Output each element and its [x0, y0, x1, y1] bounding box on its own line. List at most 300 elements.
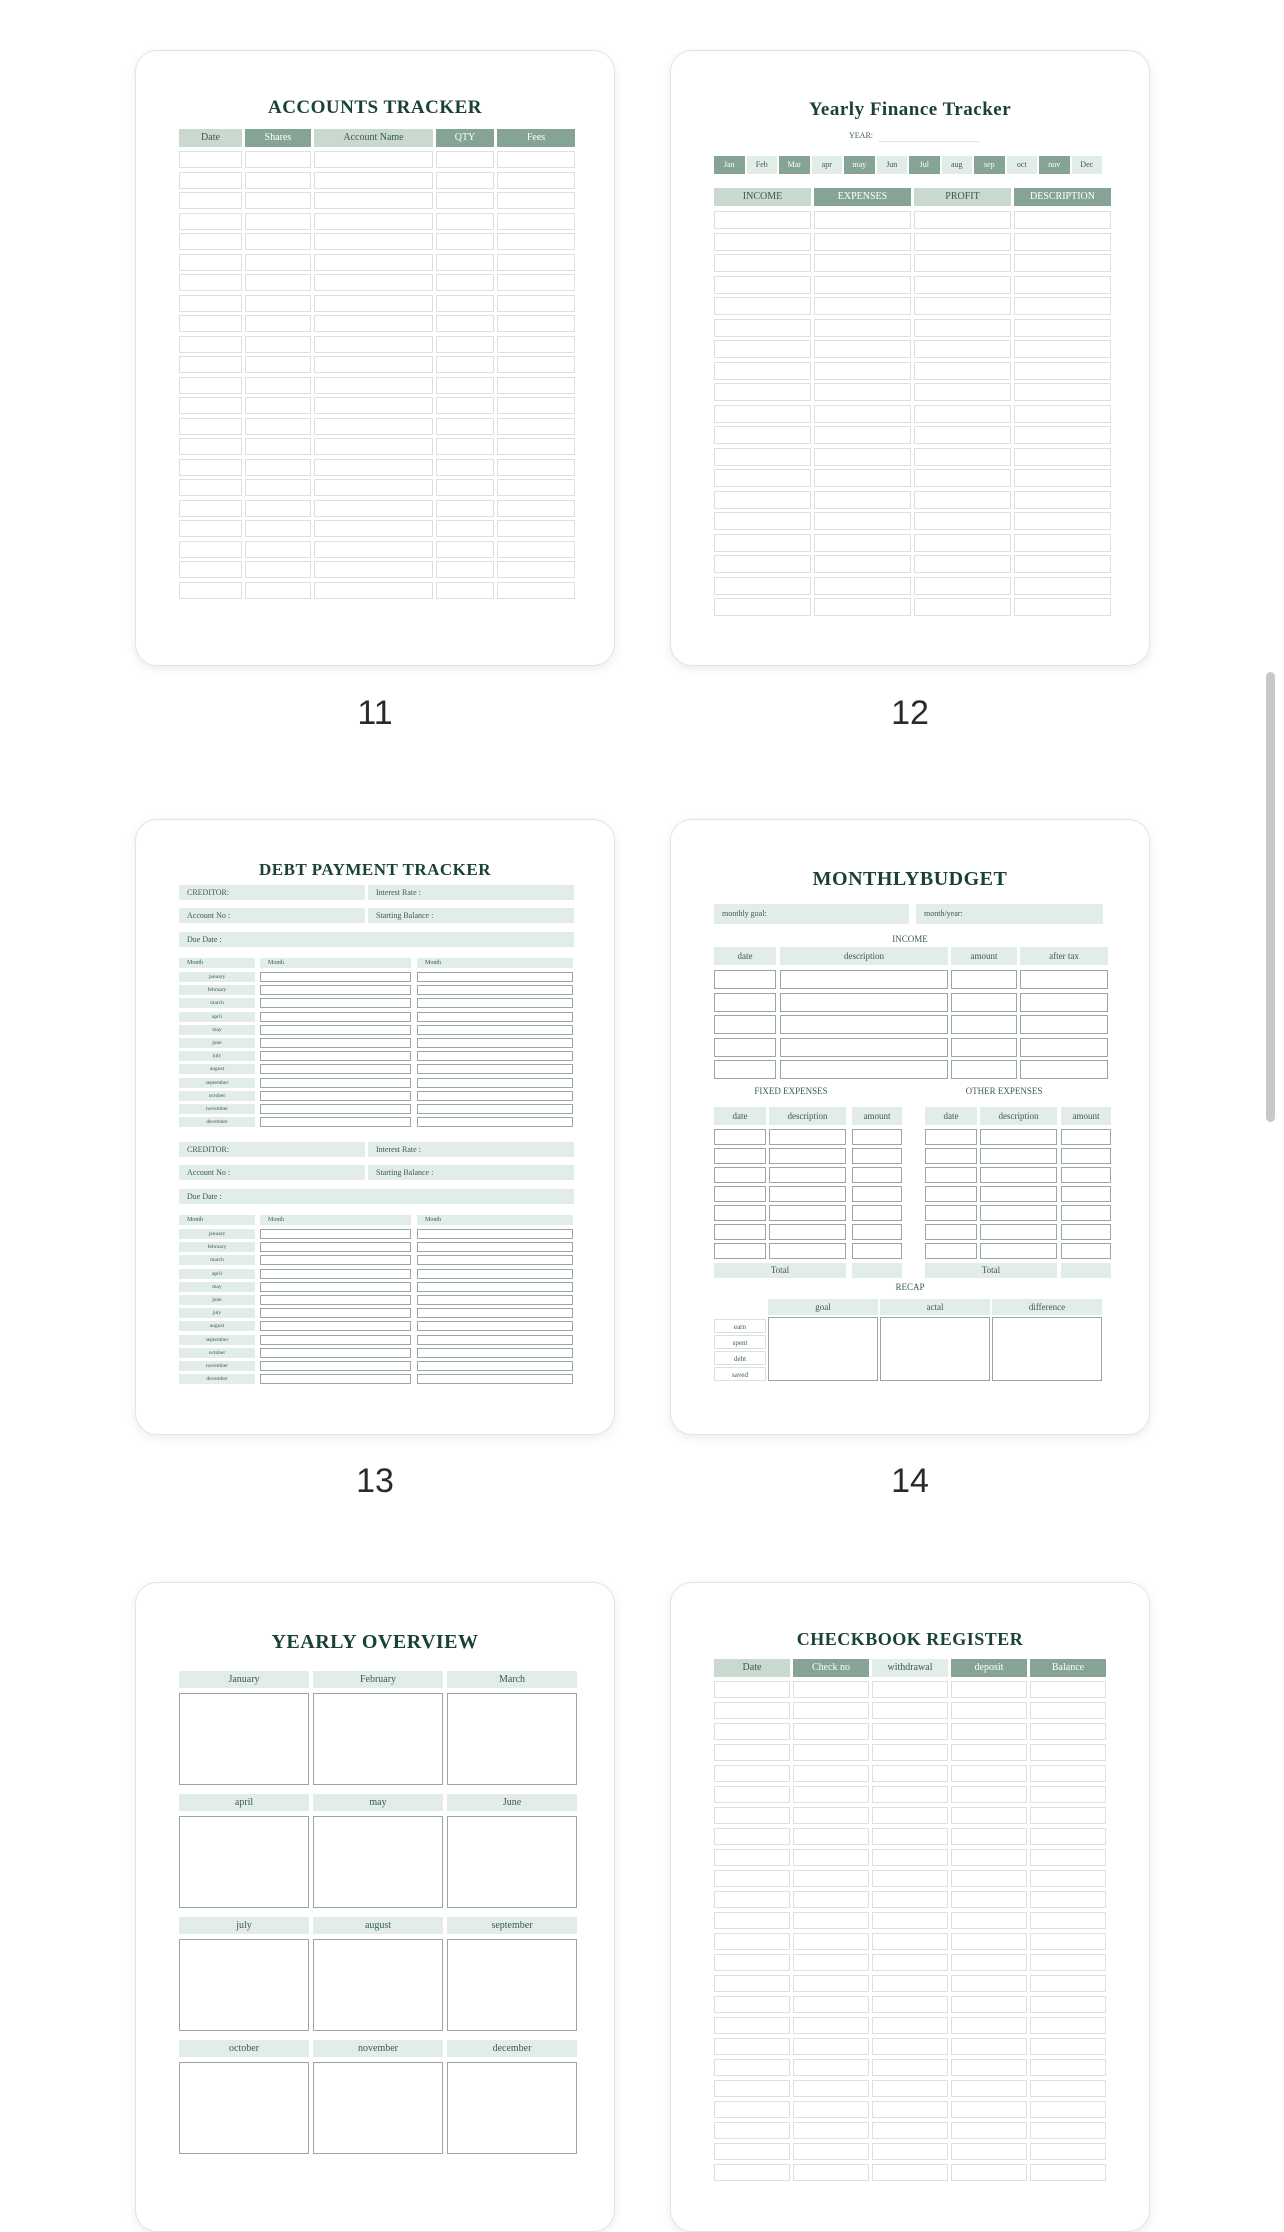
table-cell: [714, 2101, 790, 2118]
table-cell: [951, 2059, 1027, 2076]
table-cell: [314, 418, 433, 435]
table-cell: [793, 1765, 869, 1782]
monthly-goal-field: monthly goal:: [714, 904, 909, 924]
payment-cell: [417, 1242, 573, 1252]
table-row: [179, 172, 575, 189]
table-row: [714, 1975, 1106, 1992]
income-cell: [951, 970, 1017, 989]
table-cell: [872, 2164, 948, 2181]
table-cell: [1014, 598, 1111, 616]
table-cell: [714, 1912, 790, 1929]
table-row: [714, 1933, 1106, 1950]
starting-balance-field: Starting Balance :: [368, 1165, 574, 1180]
payment-cell: [417, 1025, 573, 1035]
column-header: QTY: [436, 129, 494, 147]
expense-cell: [714, 1243, 766, 1259]
table-cell: [714, 1807, 790, 1824]
table-cell: [1030, 2101, 1106, 2118]
month-notes-box: [179, 2062, 309, 2154]
month-tab: oct: [1007, 156, 1038, 174]
month-label: March: [447, 1671, 577, 1688]
table-cell: [714, 1702, 790, 1719]
table-cell: [436, 500, 494, 517]
page-title: ACCOUNTS TRACKER: [267, 97, 483, 118]
table-cell: [793, 2122, 869, 2139]
table-cell: [1014, 534, 1111, 552]
month-label: september: [179, 1078, 255, 1088]
table-cell: [793, 2017, 869, 2034]
table-cell: [951, 2038, 1027, 2055]
payment-cell: [260, 1348, 411, 1358]
table-cell: [951, 1828, 1027, 1845]
payment-cell: [260, 1321, 411, 1331]
table-cell: [814, 491, 911, 509]
column-header: Balance: [1030, 1659, 1106, 1677]
table-cell: [245, 274, 311, 291]
table-cell: [245, 336, 311, 353]
payment-cell: [260, 1117, 411, 1127]
month-column-header: Month: [179, 1215, 255, 1225]
table-cell: [914, 362, 1011, 380]
month-label: february: [179, 1242, 255, 1252]
page-thumbnail-14[interactable]: [670, 819, 1150, 1435]
payment-cell: [260, 1361, 411, 1371]
table-cell: [872, 2059, 948, 2076]
table-cell: [914, 534, 1011, 552]
table-cell: [1014, 405, 1111, 423]
table-cell: [1030, 1975, 1106, 1992]
income-column-header: description: [780, 947, 948, 965]
expense-cell: [852, 1167, 902, 1183]
table-cell: [793, 1807, 869, 1824]
table-cell: [714, 1723, 790, 1740]
table-cell: [914, 426, 1011, 444]
table-row: [179, 520, 575, 537]
month-notes-box: [313, 1693, 443, 1785]
recap-row-label: saved: [714, 1367, 766, 1381]
table-cell: [814, 577, 911, 595]
month-year-field: month/year:: [916, 904, 1103, 924]
table-row: [179, 233, 575, 250]
table-cell: [914, 211, 1011, 229]
table-cell: [245, 356, 311, 373]
month-tab: may: [844, 156, 875, 174]
payment-cell: [417, 985, 573, 995]
table-row: [179, 459, 575, 476]
table-cell: [497, 274, 575, 291]
table-cell: [1014, 469, 1111, 487]
expense-cell: [852, 1243, 902, 1259]
expense-column-header: date: [925, 1107, 977, 1125]
table-row: [714, 555, 1111, 573]
income-cell: [714, 1015, 776, 1034]
table-cell: [314, 192, 433, 209]
table-cell: [245, 582, 311, 599]
table-cell: [872, 1933, 948, 1950]
table-body: [714, 211, 1111, 620]
table-row: [179, 274, 575, 291]
expense-cell: [980, 1129, 1057, 1145]
table-row: [179, 151, 575, 168]
page-number-11: 11: [357, 694, 393, 732]
table-cell: [1030, 1933, 1106, 1950]
table-row: [714, 598, 1111, 616]
income-column-header: after tax: [1020, 947, 1108, 965]
month-notes-box: [313, 1816, 443, 1908]
table-cell: [497, 254, 575, 271]
table-cell: [714, 254, 811, 272]
table-row: [179, 192, 575, 209]
table-cell: [714, 1891, 790, 1908]
payment-cell: [260, 1335, 411, 1345]
table-cell: [179, 459, 242, 476]
table-cell: [914, 598, 1011, 616]
fixed-expenses-label: FIXED EXPENSES: [754, 1086, 828, 1096]
table-cell: [793, 1828, 869, 1845]
month-label: may: [179, 1282, 255, 1292]
table-cell: [951, 2017, 1027, 2034]
expense-cell: [714, 1129, 766, 1145]
payment-cell: [417, 1269, 573, 1279]
table-cell: [179, 520, 242, 537]
payment-cell: [260, 1104, 411, 1114]
table-cell: [872, 1996, 948, 2013]
table-cell: [914, 512, 1011, 530]
table-cell: [179, 561, 242, 578]
recap-label: RECAP: [895, 1282, 925, 1292]
payment-cell: [417, 1064, 573, 1074]
table-cell: [436, 315, 494, 332]
column-header: EXPENSES: [814, 188, 911, 206]
expense-cell: [769, 1243, 846, 1259]
payment-cell: [417, 1282, 573, 1292]
income-cell: [1020, 993, 1108, 1012]
table-body: [179, 151, 575, 602]
table-row: [179, 213, 575, 230]
table-cell: [1030, 2143, 1106, 2160]
month-notes-box: [447, 2062, 577, 2154]
table-cell: [951, 1723, 1027, 1740]
table-cell: [714, 2122, 790, 2139]
due-date-field: Due Date :: [179, 932, 574, 947]
table-cell: [714, 1849, 790, 1866]
table-cell: [951, 2122, 1027, 2139]
table-row: [714, 1828, 1106, 1845]
month-label: august: [179, 1321, 255, 1331]
expense-column-header: date: [714, 1107, 766, 1125]
income-cell: [780, 1060, 948, 1079]
table-cell: [1030, 1912, 1106, 1929]
table-cell: [714, 340, 811, 358]
table-cell: [245, 233, 311, 250]
interest-rate-field: Interest Rate :: [368, 885, 574, 900]
table-cell: [1030, 1870, 1106, 1887]
table-cell: [436, 561, 494, 578]
expense-cell: [769, 1148, 846, 1164]
table-cell: [814, 254, 911, 272]
table-cell: [179, 295, 242, 312]
table-cell: [814, 598, 911, 616]
table-cell: [951, 1681, 1027, 1698]
table-cell: [951, 1996, 1027, 2013]
due-date-field: Due Date :: [179, 1189, 574, 1204]
table-cell: [714, 2164, 790, 2181]
month-label: may: [179, 1025, 255, 1035]
expense-cell: [1061, 1129, 1111, 1145]
payment-cell: [260, 1012, 411, 1022]
table-row: [714, 491, 1111, 509]
payment-cell: [260, 1295, 411, 1305]
month-label: February: [313, 1671, 443, 1688]
table-cell: [1030, 1786, 1106, 1803]
month-label: december: [179, 1117, 255, 1127]
table-cell: [714, 233, 811, 251]
expense-cell: [980, 1224, 1057, 1240]
recap-row-label: debt: [714, 1351, 766, 1365]
payment-cell: [417, 1117, 573, 1127]
table-cell: [497, 151, 575, 168]
page-number-12: 12: [891, 694, 929, 732]
table-row: [714, 276, 1111, 294]
table-row: [714, 1807, 1106, 1824]
table-cell: [714, 211, 811, 229]
table-cell: [436, 438, 494, 455]
payment-cell: [417, 1255, 573, 1265]
table-cell: [436, 213, 494, 230]
table-cell: [872, 1786, 948, 1803]
interest-rate-field: Interest Rate :: [368, 1142, 574, 1157]
expense-cell: [1061, 1205, 1111, 1221]
table-cell: [714, 469, 811, 487]
table-cell: [951, 2080, 1027, 2097]
table-cell: [872, 1744, 948, 1761]
account-no-field: Account No :: [179, 908, 365, 923]
table-cell: [1030, 2080, 1106, 2097]
expense-cell: [852, 1205, 902, 1221]
table-cell: [1030, 1849, 1106, 1866]
table-row: [714, 2059, 1106, 2076]
table-cell: [245, 479, 311, 496]
table-cell: [814, 448, 911, 466]
table-cell: [793, 1744, 869, 1761]
table-cell: [245, 172, 311, 189]
page-thumbnail-11[interactable]: [135, 50, 615, 666]
table-row: [714, 1723, 1106, 1740]
table-cell: [714, 1828, 790, 1845]
expense-cell: [769, 1167, 846, 1183]
table-cell: [1030, 1744, 1106, 1761]
month-label: may: [313, 1794, 443, 1811]
table-cell: [314, 254, 433, 271]
payment-cell: [417, 1374, 573, 1384]
table-cell: [914, 405, 1011, 423]
table-row: [714, 2017, 1106, 2034]
table-cell: [314, 274, 433, 291]
column-header: Account Name: [314, 129, 433, 147]
table-cell: [314, 151, 433, 168]
table-cell: [914, 577, 1011, 595]
table-row: [714, 405, 1111, 423]
table-cell: [497, 520, 575, 537]
expense-cell: [714, 1205, 766, 1221]
table-cell: [314, 479, 433, 496]
expense-cell: [714, 1148, 766, 1164]
table-cell: [436, 418, 494, 435]
table-cell: [497, 192, 575, 209]
table-cell: [179, 213, 242, 230]
table-row: [179, 254, 575, 271]
table-row: [714, 383, 1111, 401]
table-row: [714, 1744, 1106, 1761]
table-cell: [872, 1723, 948, 1740]
expense-cell: [1061, 1186, 1111, 1202]
table-cell: [1014, 254, 1111, 272]
table-cell: [814, 405, 911, 423]
table-cell: [951, 1849, 1027, 1866]
table-cell: [245, 561, 311, 578]
table-cell: [714, 491, 811, 509]
table-cell: [714, 383, 811, 401]
recap-cell: [880, 1317, 990, 1381]
table-row: [714, 448, 1111, 466]
table-cell: [951, 1786, 1027, 1803]
table-cell: [1030, 1702, 1106, 1719]
month-label: march: [179, 1255, 255, 1265]
income-cell: [780, 1038, 948, 1057]
table-cell: [951, 1954, 1027, 1971]
table-cell: [436, 295, 494, 312]
table-cell: [436, 172, 494, 189]
table-cell: [179, 582, 242, 599]
table-cell: [179, 541, 242, 558]
table-cell: [914, 448, 1011, 466]
table-cell: [179, 315, 242, 332]
table-header: [714, 1659, 1106, 1677]
table-row: [714, 319, 1111, 337]
table-cell: [436, 582, 494, 599]
table-cell: [1014, 340, 1111, 358]
creditor-field: CREDITOR:: [179, 885, 365, 900]
payment-cell: [260, 1269, 411, 1279]
scrollbar-thumb[interactable]: [1266, 672, 1275, 1122]
page-title: MONTHLYBUDGET: [812, 868, 1008, 890]
table-cell: [714, 577, 811, 595]
income-cell: [951, 1060, 1017, 1079]
table-cell: [1014, 319, 1111, 337]
table-cell: [314, 459, 433, 476]
expense-cell: [769, 1129, 846, 1145]
table-cell: [245, 438, 311, 455]
expense-cell: [980, 1167, 1057, 1183]
table-cell: [872, 1807, 948, 1824]
account-no-field: Account No :: [179, 1165, 365, 1180]
table-cell: [793, 1786, 869, 1803]
table-cell: [179, 254, 242, 271]
table-cell: [951, 1933, 1027, 1950]
table-cell: [793, 1996, 869, 2013]
table-cell: [314, 438, 433, 455]
table-cell: [179, 397, 242, 414]
expense-cell: [925, 1224, 977, 1240]
income-column-header: date: [714, 947, 776, 965]
table-cell: [814, 362, 911, 380]
table-cell: [497, 561, 575, 578]
payment-cell: [260, 985, 411, 995]
table-cell: [497, 541, 575, 558]
table-cell: [1030, 1954, 1106, 1971]
table-cell: [951, 1702, 1027, 1719]
table-cell: [1014, 297, 1111, 315]
table-cell: [436, 356, 494, 373]
table-cell: [1014, 491, 1111, 509]
table-cell: [714, 2017, 790, 2034]
table-cell: [179, 500, 242, 517]
payment-cell: [260, 1242, 411, 1252]
table-cell: [793, 2080, 869, 2097]
income-cell: [1020, 1038, 1108, 1057]
table-row: [179, 315, 575, 332]
table-cell: [245, 500, 311, 517]
table-cell: [714, 2080, 790, 2097]
table-cell: [497, 233, 575, 250]
recap-cell: [992, 1317, 1102, 1381]
table-cell: [714, 1996, 790, 2013]
table-cell: [793, 2164, 869, 2181]
table-cell: [872, 2143, 948, 2160]
table-cell: [497, 418, 575, 435]
table-cell: [497, 356, 575, 373]
table-cell: [1030, 2017, 1106, 2034]
page-number-14: 14: [891, 1462, 929, 1500]
payment-cell: [260, 1282, 411, 1292]
month-label: june: [179, 1295, 255, 1305]
table-cell: [179, 479, 242, 496]
table-cell: [1014, 512, 1111, 530]
table-cell: [1014, 383, 1111, 401]
table-row: [714, 1912, 1106, 1929]
table-row: [714, 340, 1111, 358]
table-cell: [714, 512, 811, 530]
payment-cell: [417, 1038, 573, 1048]
payment-cell: [260, 1374, 411, 1384]
table-row: [714, 1681, 1106, 1698]
page-thumbnail-12[interactable]: [670, 50, 1150, 666]
table-cell: [914, 491, 1011, 509]
month-tab: Jan: [714, 156, 745, 174]
table-cell: [179, 438, 242, 455]
table-cell: [872, 1975, 948, 1992]
payment-cell: [260, 1064, 411, 1074]
column-header: DESCRIPTION: [1014, 188, 1111, 206]
table-cell: [1030, 1681, 1106, 1698]
month-column-header: Month: [179, 958, 255, 968]
table-cell: [914, 340, 1011, 358]
payment-cell: [417, 1348, 573, 1358]
payment-cell: [417, 1091, 573, 1101]
page-thumbnail-13[interactable]: [135, 819, 615, 1435]
expense-column-header: amount: [852, 1107, 902, 1125]
creditor-field: CREDITOR:: [179, 1142, 365, 1157]
income-cell: [951, 1015, 1017, 1034]
table-row: [179, 582, 575, 599]
column-header: Check no: [793, 1659, 869, 1677]
table-row: [179, 295, 575, 312]
table-cell: [497, 397, 575, 414]
table-cell: [1014, 426, 1111, 444]
table-cell: [714, 405, 811, 423]
table-cell: [245, 213, 311, 230]
table-cell: [872, 2080, 948, 2097]
